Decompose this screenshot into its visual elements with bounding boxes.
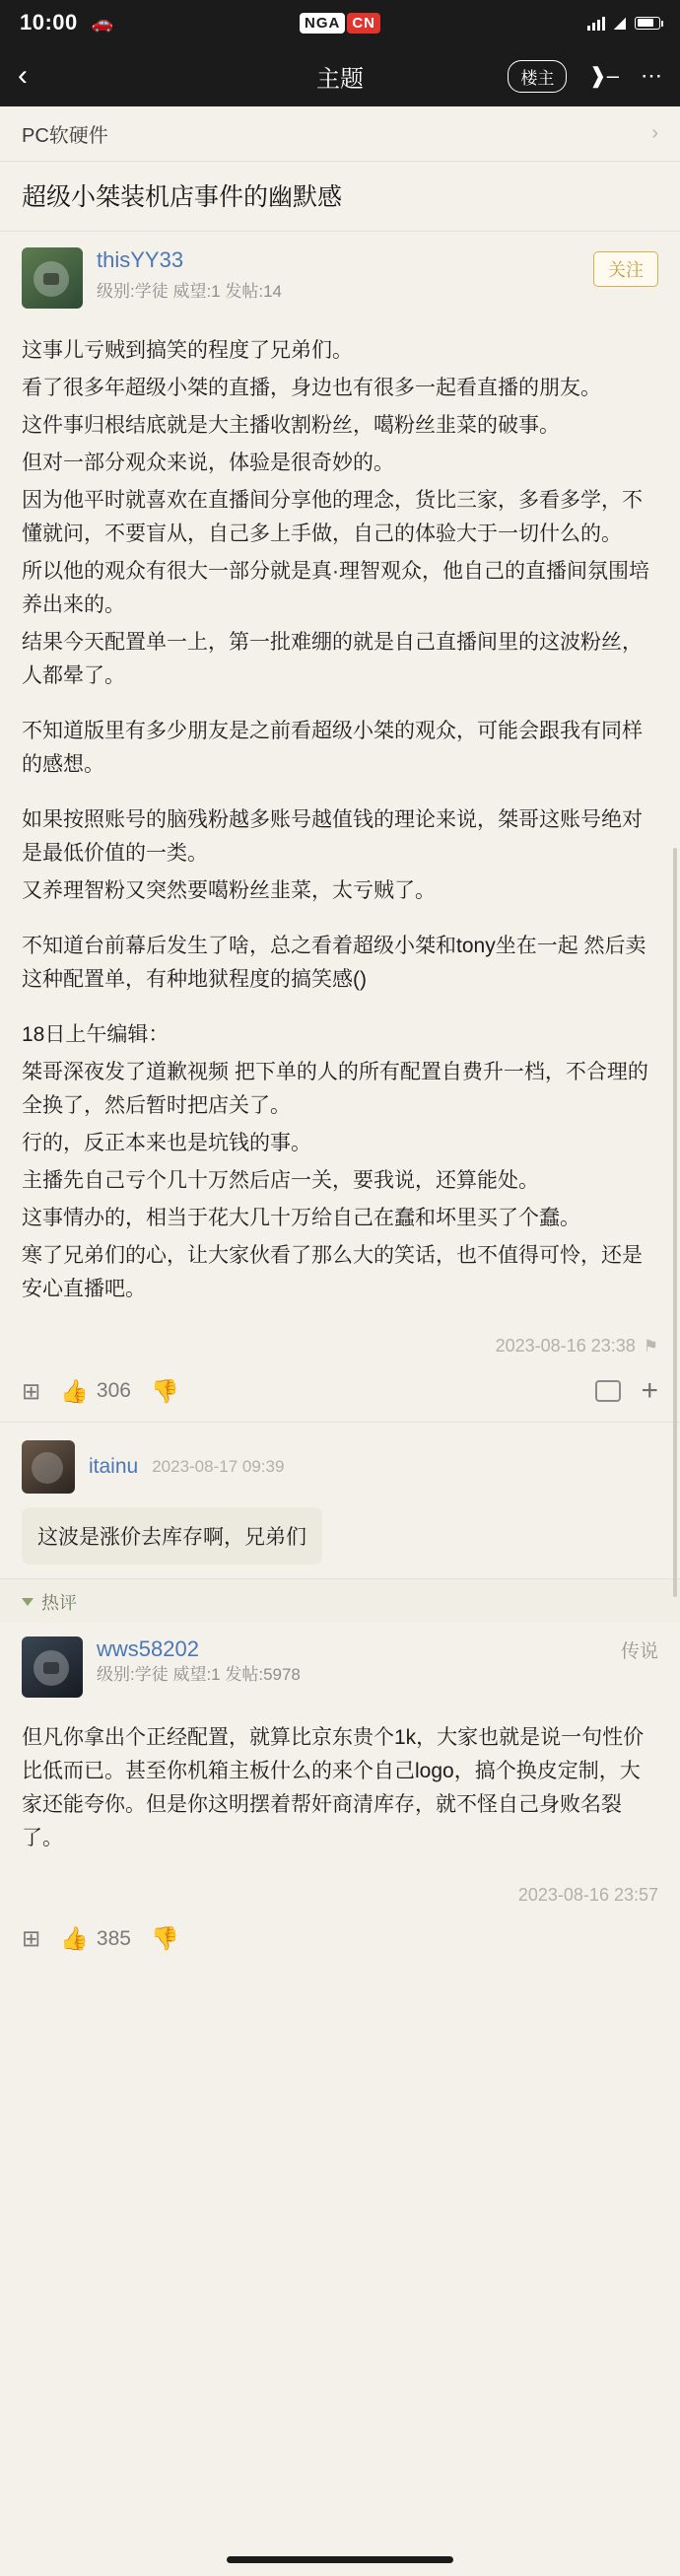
like-count: 385 xyxy=(96,1926,131,1950)
post-paragraph: 这事情办的，相当于花大几十万给自己在蠢和坏里买了个蠢。 xyxy=(22,1207,580,1230)
status-time: 10:00 xyxy=(20,10,78,35)
post-edit-note: 18日上午编辑： xyxy=(22,1023,170,1047)
post-paragraph: 因为他平时就喜欢在直播间分享他的理念，货比三家，多看多学，不懂就问，不要盲从，自己多上手做，自己的体验大于一切什么的。 xyxy=(22,488,643,545)
post-paragraph: 所以他的观众有很大一部分就是真·理智观众，他自己的直播间氛围培养出来的。 xyxy=(22,559,649,616)
avatar[interactable] xyxy=(22,1636,83,1698)
thumbs-down-icon: 👎 xyxy=(150,1925,179,1952)
reply-username[interactable]: itainu xyxy=(89,1455,139,1479)
username[interactable]: wws58202 xyxy=(97,1636,199,1662)
status-bar xyxy=(0,0,680,45)
hot-comments-label: 热评 xyxy=(41,1593,77,1614)
like-button[interactable] xyxy=(60,1378,131,1405)
reply-text: 这波是涨价去库存啊，兄弟们 xyxy=(22,1507,322,1565)
dislike-button[interactable] xyxy=(151,1378,179,1405)
reply-header xyxy=(22,1440,658,1494)
reply-timestamp: 2023-08-17 09:39 xyxy=(152,1457,285,1477)
pin-icon[interactable]: ⚑ xyxy=(643,1336,658,1356)
post-paragraph: 看了很多年超级小桀的直播，身边也有很多一起看直播的朋友。 xyxy=(22,376,601,399)
triangle-down-icon xyxy=(22,1598,34,1606)
post-timestamp-row xyxy=(0,1310,680,1366)
app-logo xyxy=(300,13,380,34)
post-timestamp: 2023-08-16 23:38 xyxy=(495,1336,636,1357)
hot-post-body xyxy=(0,1706,680,1855)
thumbs-down-icon: 👎 xyxy=(150,1377,179,1404)
post-paragraph: 桀哥深夜发了道歉视频 把下单的人的所有配置自费升一档，不合理的全换了，然后暂时把店关了。 xyxy=(22,1061,648,1118)
hot-post-timestamp-row xyxy=(0,1859,680,1915)
author-only-button[interactable]: 楼主 xyxy=(508,60,567,93)
post-paragraph: 但对一部分观众来说，体验是很奇妙的。 xyxy=(22,451,394,474)
username[interactable]: thisYY33 xyxy=(97,246,184,272)
user-stats: 级别:学徒 威望:1 发帖:5978 xyxy=(97,1665,301,1685)
hot-post-action-bar xyxy=(0,1915,680,1968)
hot-post-header xyxy=(0,1623,680,1706)
avatar[interactable] xyxy=(22,1440,75,1494)
chevron-right-icon: › xyxy=(651,122,658,144)
thread-title: 超级小桀装机店事件的幽默感 xyxy=(0,162,680,232)
gift-icon[interactable]: ⊞ xyxy=(22,1925,41,1952)
post-paragraph: 如果按照账号的脑残粉越多账号越值钱的理论来说，桀哥这账号绝对是最低价值的一类。 xyxy=(22,807,643,865)
post-action-bar xyxy=(0,1366,680,1423)
signal-bars-icon xyxy=(587,15,605,31)
post-body xyxy=(0,318,680,1306)
post-paragraph: 结果今天配置单一上，第一批难绷的就是自己直播间里的这波粉丝，人都晕了。 xyxy=(22,630,643,687)
user-stats: 级别:学徒 威望:1 发帖:14 xyxy=(97,281,282,301)
car-icon: 🚗 xyxy=(91,12,114,33)
home-indicator xyxy=(0,2542,680,2576)
more-options-icon[interactable]: ⋯ xyxy=(641,63,662,88)
nav-bar xyxy=(0,45,680,106)
share-icon[interactable]: ❱– xyxy=(588,63,619,88)
post-author-meta xyxy=(97,247,593,305)
logo-text: NGA xyxy=(300,13,345,34)
back-button[interactable]: ‹ xyxy=(18,59,28,92)
post-paragraph: 又养理智粉又突然要噶粉丝韭菜，太亏贼了。 xyxy=(22,878,436,902)
post-header xyxy=(0,232,680,318)
wifi-icon: ◢ xyxy=(613,15,626,32)
thumbs-up-icon: 👍 xyxy=(60,1925,89,1952)
rank-label: 传说 xyxy=(620,1641,658,1663)
post-timestamp: 2023-08-16 23:57 xyxy=(517,1885,658,1906)
post-paragraph: 这事儿亏贼到搞笑的程度了兄弟们。 xyxy=(22,338,353,362)
hot-comments-header[interactable] xyxy=(0,1578,680,1623)
breadcrumb-label: PC软硬件 xyxy=(22,125,108,147)
battery-icon xyxy=(635,17,660,30)
logo-badge: CN xyxy=(347,13,380,34)
like-count: 306 xyxy=(96,1379,131,1403)
dislike-button[interactable] xyxy=(151,1925,179,1952)
nav-actions xyxy=(508,60,662,93)
post-paragraph: 不知道台前幕后发生了啥，总之看着超级小桀和tony坐在一起 然后卖这种配置单，有种地狱程度的搞笑感() xyxy=(22,934,646,991)
post-paragraph: 行的，反正本来也是坑钱的事。 xyxy=(22,1132,311,1155)
page-title: 主题 xyxy=(316,65,364,93)
hot-post-author-meta xyxy=(97,1636,621,1688)
status-indicators xyxy=(587,13,660,33)
post-paragraph: 主播先自己亏个几十万然后店一关，要我说，还算能处。 xyxy=(22,1169,539,1193)
like-button[interactable] xyxy=(60,1925,131,1952)
post-paragraph: 不知道版里有多少朋友是之前看超级小桀的观众，可能会跟我有同样的感想。 xyxy=(22,719,643,776)
plus-icon[interactable]: + xyxy=(641,1374,658,1408)
breadcrumb[interactable] xyxy=(0,106,680,162)
post-paragraph: 但凡你拿出个正经配置，就算比京东贵个1k，大家也就是说一句性价比低而已。甚至你机箱主板什么的来个自己logo，搞个换皮定制，大家还能夸你。但是你这明摆着帮奸商清库存，就不怪自己身败名裂了。 xyxy=(22,1726,645,1850)
gift-icon[interactable]: ⊞ xyxy=(22,1377,41,1404)
reply-item xyxy=(0,1423,680,1578)
comment-icon[interactable] xyxy=(595,1380,621,1402)
post-paragraph: 这件事归根结底就是大主播收割粉丝，噶粉丝韭菜的破事。 xyxy=(22,413,560,437)
follow-button[interactable]: 关注 xyxy=(593,251,658,287)
thumbs-up-icon: 👍 xyxy=(60,1377,89,1404)
post-paragraph: 寒了兄弟们的心，让大家伙看了那么大的笑话，也不值得可怜，还是安心直播吧。 xyxy=(22,1244,643,1301)
avatar[interactable] xyxy=(22,247,83,309)
scrollbar[interactable] xyxy=(673,848,677,1597)
